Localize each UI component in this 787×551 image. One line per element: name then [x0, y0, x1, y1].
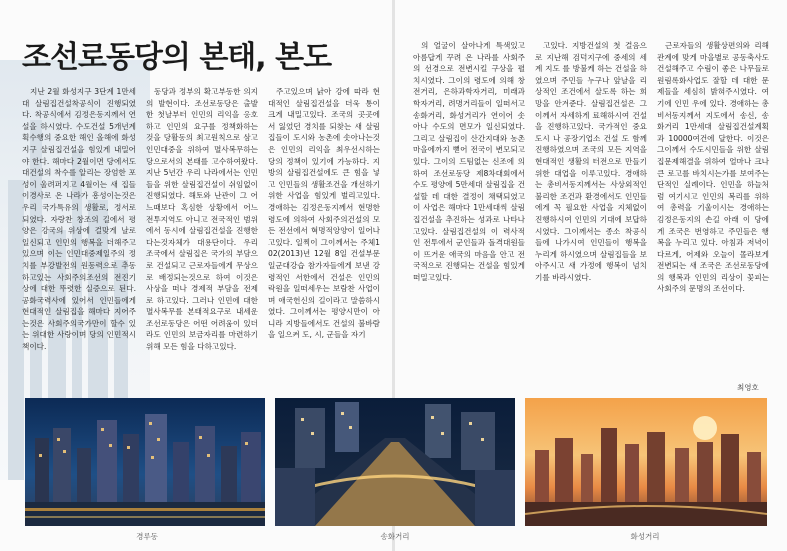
- photo-hwasong-street: [525, 398, 767, 526]
- article-title: 조선로동당의 본태, 본도: [22, 40, 332, 75]
- text-column-1: [22, 86, 136, 389]
- column-paragraph: 근로자들의 생활상편의와 리해관계에 맞게 마을별로 공동축사도 건설해주고 수림이 좋은 나무들로 원림록화사업도 잘할 데 대한 문제들을 세심히 밝혀주시였다. 여기에 인민 우에 있다. 경애하는 총비서동지께서 지도에서 송신, 송화거리 1만세대 살림집건설계획과 10000여건에 달한다. 이것은 그이께서 수도시민들을 위한 살림집문제해결을 위하여 얼마나 크나큰 로고를 바치시는가를 보여주는 단적인 실례이다. 인민을 하늘처럼 여기시고 인민의 복리를 위하여 총력을 기울이시는 경애하는 김정은동지의 손길 아래 이 당에게 조국은 번영하고 주민들은 행복을 누리고 있다. 아침과 저녁이 다르게, 어제와 오늘이 몰라보게 전변되는 새 조국은 조선로동당에의 행복과 인민의 리상이 꽃피는 사회주의 문명의 조선이다.: [657, 41, 769, 294]
- column-paragraph: 지난 2월 화성지구 3단계 1만세대 살림집건설착공식이 진행되였다. 착공식에서 김정은동지께서 연설을 하시였다. 수도건설 5개년계획수행의 중요한 해인 올해에 화성지구 살림집건설을 힘있게 내밀어야 한다. 해마다 2월이면 당에서도 대건설의 착수를 알리는 장엄한 포성이 울려퍼지고 4월이는 새 집들이경사로 온 나라가 흥성이는것은 우리 국가특유의 생활로, 정서로 되였다. 자랑찬 창조의 길에서 평양은 강국의 위상에 걸맞게 날로 일신되고 인민의 행복을 더해주고있으며 이는 인민대중제일주의 정치를 부강발전의 원동력으로 추동하고있는 사회주의조선의 전진기상에 대한 뚜렷한 실증으로 된다. 공화국력사에 있어서 인민들에게 현대적인 살림집을 해마다 지어주는것은 사회주의국가만이 할수 있는 위대한 사랑이며 당의 인민적시책이다.: [22, 87, 136, 352]
- night-city-image: [25, 398, 265, 526]
- column-paragraph: 의 얼굴이 살아나게 특색있고 아름답게 꾸려 온 나라를 사회주의 선경으로 전변시킬 구상을 펼치시였다. 그이의 령도에 의해 창전거리, 은하과학자거리, 미래과학자거리, 려명거리들이 일떠서고 송화거리, 화성거리가 연이어 솟아나 수도의 면모가 일신되였다. 그리고 살림집이 산간지대와 농촌마을에까지 뻗어 전국이 변모되고있다. 그이의 드팀없는 신조에 의하여 조선로동당 제8차대회에서 수도 평양에 5만세대 살림집을 건설할 데 대한 결정이 채택되였고 이 사업은 해마다 1만세대씩 살림집건설을 추진하는 성과로 나타나고있다. 살림집건설의 이 력사적인 전투에서 군인들과 돌격대원들이 뜨거운 애국의 마음을 안고 전국적으로 진행되는 건설을 힘있게 떠밀고있다.: [413, 41, 525, 282]
- photo-caption-1: 경루동: [136, 532, 158, 541]
- text-column-5: [535, 40, 647, 389]
- column-paragraph: 동당과 정부의 확고부동한 의지의 발현이다. 조선로동당은 출발한 첫날부터 인민의 리익을 옹호하고 인민의 요구를 정책화하는 것을 당활동의 최고원칙으로 삼고 인민대중을 위하여 멸사복무하는 당으로서의 본태를 고수하여왔다. 지난 5년간 우리 나라에서는 인민들을 위한 살림집건설이 쉬임없이 진행되였다. 해토와 난관이 그 어느때보다 혹심한 상황에서 어느 전투지역도 아니고 전국적인 범위에서 동시에 살림집건설을 진행한다는것자체가 대용단이다. 우리 조국에서 살림집은 국가의 부담으로 건설되고 근로자들에게 무상으로 배정되는것으로 하여 이것은 사상을 떠나 경제적 부담을 전제로 하고있다. 그러나 인민에 대한 멸사복무를 본태적요구로 내세운 조선로동당은 어떤 어려움이 있더라도 인민의 보금자리를 마련하기 위해 모든 힘을 다하고있다.: [146, 87, 258, 352]
- text-column-2: [146, 86, 258, 389]
- text-column-6: [657, 40, 769, 376]
- article-byline: 최영호: [737, 383, 759, 392]
- photo-kyongru-dong: [25, 398, 265, 526]
- photo-songhwa-street: [275, 398, 515, 526]
- aerial-avenue-image: [275, 398, 515, 526]
- column-paragraph: 고있다. 지방건설의 첫 걸음으로 지난해 검덕지구에 중세의 세계 지도 를 방불케 하는 건설을 하였으며 주민들 누구나 앞날을 리상적인 조건에서 살도록 하는 희망을 안겨준다. 살림집건설은 그이께서 자세하게 료해하시여 건설을 진행하고있다. 국가적인 중요 도시 나 공장기업소 건설 도 함께 진행하였으며 조국의 모든 지역을 현대적인 생활의 터전으로 만들기 위한 대업을 이루고있다. 경애하는 총비서동지께서는 사상외적인 불리한 조건과 환경에서도 인민들에게 꼭 필요한 사업을 지체없이 진행하시여 인민의 기대에 보답하시였다. 그이께서는 종소 착공식들에 나가시여 인민들이 행복을 누리게 하시였으며 살림집들을 보아주시고 새 가정에 행복이 넘치기를 바라시였다.: [535, 41, 647, 282]
- photo-caption-2: 송화거리: [380, 532, 410, 541]
- text-column-3: [268, 86, 380, 389]
- sunset-skyline-image: [525, 398, 767, 526]
- column-paragraph: 주고있으며 낡아 강에 따라 현대적인 살림집건설을 더욱 통이 크게 내밀고있다. 조국의 곳곳에서 잃었던 경치를 되찾는 새 살림집들이 도시와 농촌에 솟아나는것은 인민의 리익을 최우선시하는 당의 정책이 있기에 가능하다. 지방의 살림집건설에도 큰 힘을 넣고 인민들의 생활조건을 개선하기 위한 사업을 힘있게 벌리고있다. 경애하는 김정은동지께서 현명한 령도에 의하여 사회주의건설의 모든 전선에서 혁명적앙양이 일어나고있다. 일찍이 그이께서는 주체102(2013)년 12월 8일 건설부문일군대강습 참가자들에게 보낸 강령적인 서한에서 건설은 인민의 락원을 일떠세우는 보람찬 사업이며 애국헌신의 길이라고 말씀하시였다. 그이께서는 평양시만이 아니라 지방들에서도 건설의 불바람을 일으켜 도, 시, 군들을 자기: [268, 87, 380, 340]
- photo-caption-3: 화성거리: [630, 532, 660, 541]
- text-column-4: [413, 40, 525, 389]
